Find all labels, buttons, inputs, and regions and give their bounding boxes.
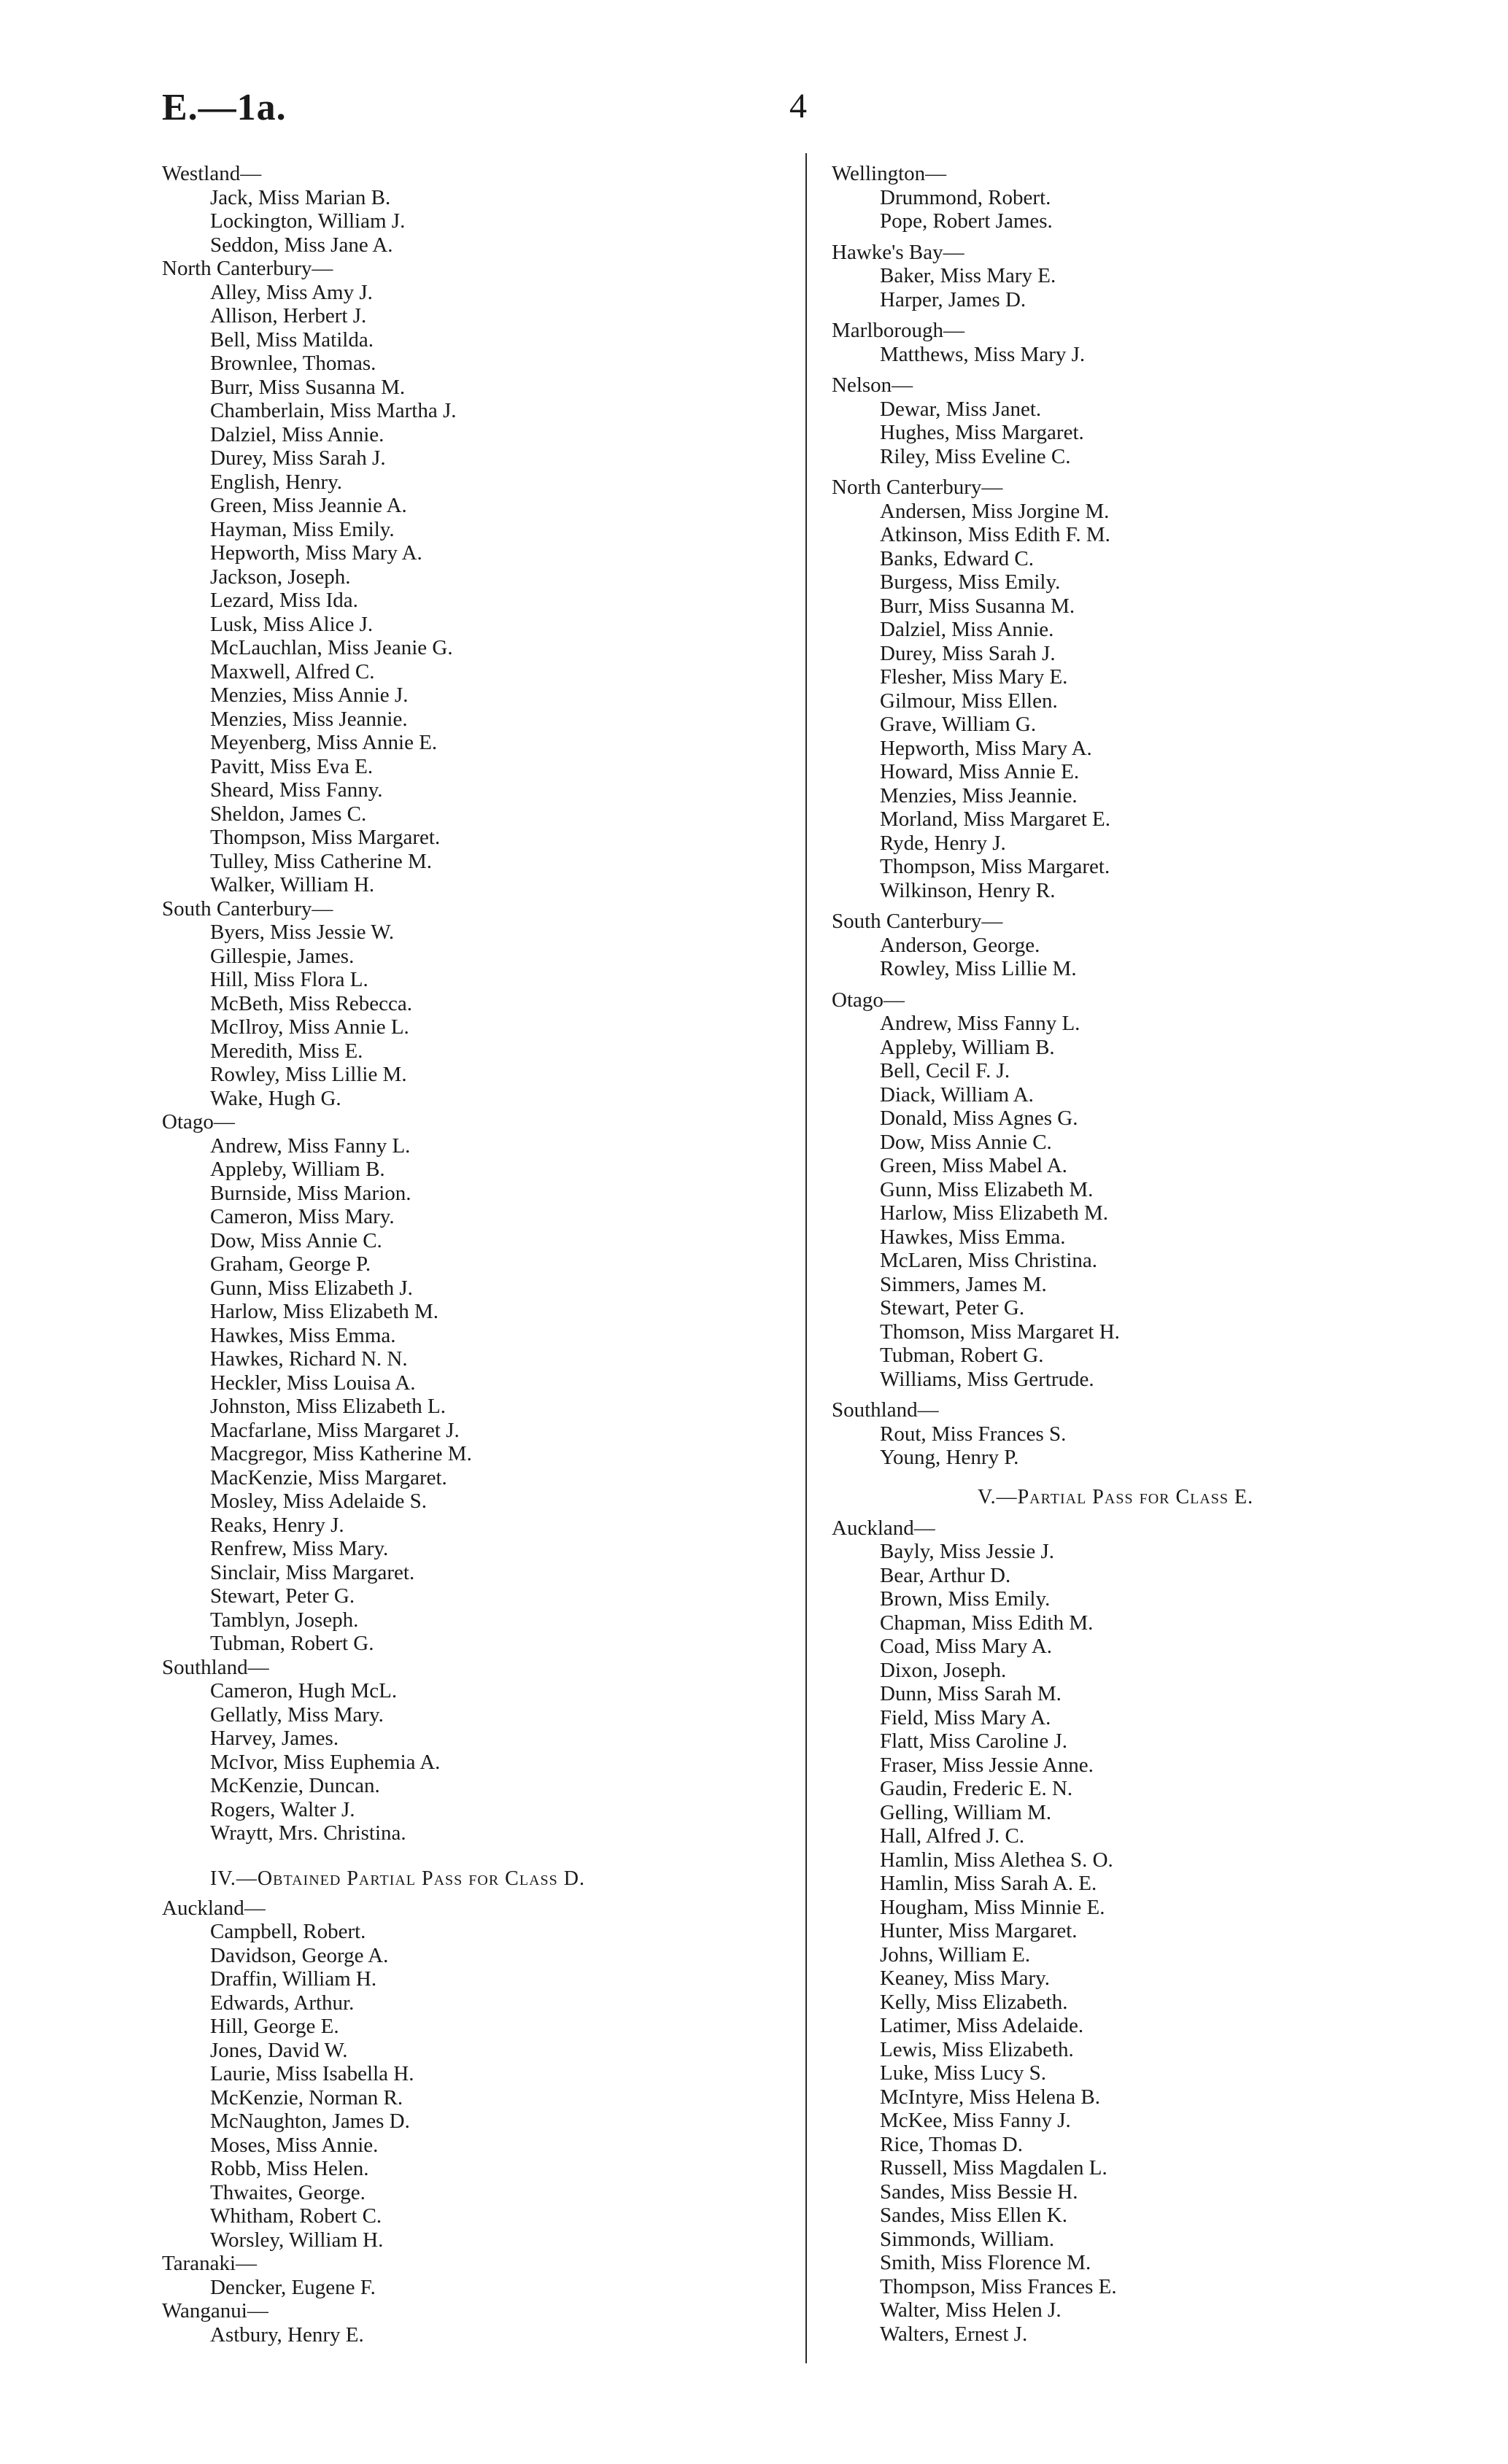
candidate-entry: MacKenzie, Miss Margaret. xyxy=(210,1465,447,1489)
candidate-entry: Green, Miss Jeannie A. xyxy=(210,494,407,517)
region-name: Taranaki— xyxy=(162,2252,258,2275)
candidate-entry: Hughes, Miss Margaret. xyxy=(880,421,1084,444)
region-name: Southland— xyxy=(162,1655,269,1679)
candidate-entry: Moses, Miss Annie. xyxy=(210,2133,379,2157)
candidate-entry: Walter, Miss Helen J. xyxy=(880,2298,1062,2322)
candidate-entry: Gillespie, James. xyxy=(210,944,355,968)
candidate-entry: Simmers, James M. xyxy=(880,1272,1047,1296)
candidate-entry: Dencker, Eugene F. xyxy=(210,2275,376,2299)
candidate-entry: Hayman, Miss Emily. xyxy=(210,517,395,541)
candidate-entry: Mosley, Miss Adelaide S. xyxy=(210,1489,427,1513)
candidate-entry: Dalziel, Miss Annie. xyxy=(880,618,1054,641)
region-name: Otago— xyxy=(832,988,905,1012)
candidate-entry: Robb, Miss Helen. xyxy=(210,2157,369,2180)
candidate-entry: Meyenberg, Miss Annie E. xyxy=(210,731,438,754)
region-name: Westland— xyxy=(162,162,262,185)
page-number: 4 xyxy=(789,87,807,125)
candidate-entry: Draffin, William H. xyxy=(210,1967,377,1991)
region-block xyxy=(832,241,1466,312)
candidate-entry: Seddon, Miss Jane A. xyxy=(210,233,393,257)
candidate-entry: Dunn, Miss Sarah M. xyxy=(880,1682,1062,1705)
candidate-entry: Sandes, Miss Bessie H. xyxy=(880,2180,1078,2204)
candidate-entry: Wilkinson, Henry R. xyxy=(880,878,1056,902)
region-name: Hawke's Bay— xyxy=(832,240,964,264)
candidate-entry: Banks, Edward C. xyxy=(880,546,1035,570)
candidate-entry: Sheard, Miss Fanny. xyxy=(210,778,383,802)
region-name: South Canterbury— xyxy=(162,896,333,921)
candidate-entry: McIlroy, Miss Annie L. xyxy=(210,1015,409,1039)
candidate-entry: Edwards, Arthur. xyxy=(210,1991,355,2015)
candidate-entry: Bear, Arthur D. xyxy=(880,1563,1011,1587)
candidate-entry: Dow, Miss Annie C. xyxy=(210,1228,382,1252)
candidate-entry: Thompson, Miss Margaret. xyxy=(210,826,441,849)
candidate-entry: Field, Miss Mary A. xyxy=(880,1705,1051,1729)
candidate-entry: Andersen, Miss Jorgine M. xyxy=(880,499,1110,523)
candidate-entry: Menzies, Miss Annie J. xyxy=(210,683,409,707)
candidate-entry: Harlow, Miss Elizabeth M. xyxy=(210,1300,439,1323)
candidate-entry: Williams, Miss Gertrude. xyxy=(880,1367,1094,1391)
right-column xyxy=(832,162,1466,2353)
candidate-entry: Rout, Miss Frances S. xyxy=(880,1422,1067,1446)
candidate-entry: Davidson, George A. xyxy=(210,1943,389,1967)
region-block xyxy=(832,988,1466,1392)
candidate-entry: Graham, George P. xyxy=(210,1252,371,1276)
candidate-entry: Walters, Ernest J. xyxy=(880,2322,1028,2346)
candidate-entry: Hall, Alfred J. C. xyxy=(880,1824,1025,1848)
candidate-entry: Bell, Miss Matilda. xyxy=(210,328,374,352)
region-name: Auckland— xyxy=(162,1896,266,1920)
candidate-entry: Heckler, Miss Louisa A. xyxy=(210,1371,416,1395)
region-name: Nelson— xyxy=(832,373,913,397)
candidate-entry: McKenzie, Duncan. xyxy=(210,1774,380,1797)
candidate-entry: Chamberlain, Miss Martha J. xyxy=(210,399,457,422)
candidate-entry: Gaudin, Frederic E. N. xyxy=(880,1777,1073,1800)
column-divider xyxy=(805,153,807,2363)
candidate-entry: Macfarlane, Miss Margaret J. xyxy=(210,1418,460,1442)
candidate-entry: Donald, Miss Agnes G. xyxy=(880,1107,1078,1130)
candidate-entry: Rice, Thomas D. xyxy=(880,2132,1023,2156)
region-block xyxy=(162,1110,789,1656)
candidate-entry: Hepworth, Miss Mary A. xyxy=(880,736,1092,760)
candidate-entry: Dewar, Miss Janet. xyxy=(880,397,1042,421)
candidate-entry: Byers, Miss Jessie W. xyxy=(210,921,395,944)
candidate-entry: Cameron, Miss Mary. xyxy=(210,1205,395,1228)
candidate-entry: Jackson, Joseph. xyxy=(210,565,351,589)
region-block xyxy=(162,162,789,257)
candidate-entry: Bell, Cecil F. J. xyxy=(880,1059,1010,1082)
candidate-entry: Hill, George E. xyxy=(210,2015,339,2038)
candidate-entry: Tubman, Robert G. xyxy=(880,1344,1044,1367)
candidate-entry: Anderson, George. xyxy=(880,933,1040,957)
candidate-entry: Riley, Miss Eveline C. xyxy=(880,444,1071,468)
candidate-entry: Renfrew, Miss Mary. xyxy=(210,1537,389,1560)
region-block xyxy=(162,2299,789,2347)
left-regions-b xyxy=(162,1897,789,2347)
candidate-entry: Hill, Miss Flora L. xyxy=(210,968,368,991)
region-name: Otago— xyxy=(162,1110,235,1134)
candidate-entry: Andrew, Miss Fanny L. xyxy=(880,1012,1080,1035)
candidate-entry: Pope, Robert James. xyxy=(880,209,1053,233)
candidate-entry: Pavitt, Miss Eva E. xyxy=(210,754,374,778)
candidate-entry: Durey, Miss Sarah J. xyxy=(210,446,386,470)
candidate-entry: Johnston, Miss Elizabeth L. xyxy=(210,1395,446,1418)
candidate-entry: Appleby, William B. xyxy=(210,1158,385,1181)
candidate-entry: Thompson, Miss Margaret. xyxy=(880,855,1110,878)
candidate-entry: McKee, Miss Fanny J. xyxy=(880,2109,1071,2132)
candidate-entry: Lockington, William J. xyxy=(210,209,406,233)
candidate-entry: Thompson, Miss Frances E. xyxy=(880,2274,1117,2298)
region-name: Wellington— xyxy=(832,162,947,185)
candidate-entry: Burr, Miss Susanna M. xyxy=(210,375,406,399)
candidate-entry: Harvey, James. xyxy=(210,1727,339,1750)
candidate-entry: Wake, Hugh G. xyxy=(210,1086,341,1110)
candidate-entry: Allison, Herbert J. xyxy=(210,304,367,328)
candidate-entry: Hougham, Miss Minnie E. xyxy=(880,1895,1105,1919)
candidate-entry: Rogers, Walter J. xyxy=(210,1797,355,1821)
candidate-entry: Alley, Miss Amy J. xyxy=(210,280,373,304)
region-name: South Canterbury— xyxy=(832,910,1003,933)
region-block xyxy=(832,162,1466,233)
candidate-entry: Hawkes, Miss Emma. xyxy=(210,1323,396,1347)
region-block xyxy=(832,1516,1466,2347)
page-reference: E.—1a. xyxy=(162,87,287,128)
section-heading-iv: IV.—Obtained Partial Pass for Class D. xyxy=(210,1867,585,1890)
candidate-entry: Tubman, Robert G. xyxy=(210,1632,374,1655)
candidate-entry: Diack, William A. xyxy=(880,1082,1034,1107)
candidate-entry: Sandes, Miss Ellen K. xyxy=(880,2204,1067,2227)
candidate-entry: Jones, David W. xyxy=(210,2038,348,2062)
candidate-entry: English, Henry. xyxy=(210,470,342,494)
candidate-entry: Gellatly, Miss Mary. xyxy=(210,1702,384,1727)
candidate-entry: Luke, Miss Lucy S. xyxy=(880,2061,1046,2085)
candidate-entry: McKenzie, Norman R. xyxy=(210,2085,403,2109)
candidate-entry: Fraser, Miss Jessie Anne. xyxy=(880,1753,1094,1777)
candidate-entry: Lusk, Miss Alice J. xyxy=(210,612,374,636)
candidate-entry: Worsley, William H. xyxy=(210,2228,384,2252)
candidate-entry: Hawkes, Miss Emma. xyxy=(880,1225,1066,1249)
region-name: Southland— xyxy=(832,1398,939,1422)
candidate-entry: Appleby, William B. xyxy=(880,1035,1055,1059)
candidate-entry: Lewis, Miss Elizabeth. xyxy=(880,2037,1074,2061)
candidate-entry: Atkinson, Miss Edith F. M. xyxy=(880,523,1110,546)
candidate-entry: Gunn, Miss Elizabeth J. xyxy=(210,1276,413,1300)
candidate-entry: Matthews, Miss Mary J. xyxy=(880,342,1086,366)
candidate-entry: Maxwell, Alfred C. xyxy=(210,659,375,683)
candidate-entry: Burgess, Miss Emily. xyxy=(880,570,1061,594)
candidate-entry: Wraytt, Mrs. Christina. xyxy=(210,1821,406,1845)
candidate-entry: Hepworth, Miss Mary A. xyxy=(210,541,422,565)
region-block xyxy=(162,897,789,1111)
candidate-entry: Brownlee, Thomas. xyxy=(210,352,376,375)
region-block xyxy=(832,319,1466,366)
candidate-entry: Thomson, Miss Margaret H. xyxy=(880,1320,1120,1344)
candidate-entry: Tulley, Miss Catherine M. xyxy=(210,849,432,873)
candidate-entry: Flatt, Miss Caroline J. xyxy=(880,1729,1067,1753)
right-regions-b xyxy=(832,1516,1466,2347)
candidate-entry: Menzies, Miss Jeannie. xyxy=(880,783,1078,807)
region-block xyxy=(832,373,1466,468)
candidate-entry: McLaren, Miss Christina. xyxy=(880,1249,1098,1272)
candidate-entry: Dow, Miss Annie C. xyxy=(880,1130,1052,1154)
region-block xyxy=(162,2252,789,2299)
candidate-entry: McIvor, Miss Euphemia A. xyxy=(210,1750,441,1774)
candidate-entry: Ryde, Henry J. xyxy=(880,831,1006,855)
candidate-entry: Macgregor, Miss Katherine M. xyxy=(210,1442,472,1465)
candidate-entry: Jack, Miss Marian B. xyxy=(210,185,391,209)
candidate-entry: Flesher, Miss Mary E. xyxy=(880,665,1068,689)
candidate-entry: Brown, Miss Emily. xyxy=(880,1587,1051,1611)
region-name: North Canterbury— xyxy=(832,476,1003,499)
candidate-entry: Gilmour, Miss Ellen. xyxy=(880,689,1058,713)
candidate-entry: Baker, Miss Mary E. xyxy=(880,264,1056,287)
candidate-entry: Harlow, Miss Elizabeth M. xyxy=(880,1201,1109,1225)
candidate-entry: Reaks, Henry J. xyxy=(210,1513,344,1537)
candidate-entry: Andrew, Miss Fanny L. xyxy=(210,1134,411,1158)
candidate-entry: Grave, William G. xyxy=(880,713,1037,736)
left-column xyxy=(162,162,789,2347)
candidate-entry: Gelling, William M. xyxy=(880,1800,1052,1824)
candidate-entry: Morland, Miss Margaret E. xyxy=(880,807,1110,831)
region-name: Marlborough— xyxy=(832,319,965,342)
candidate-entry: Simmonds, William. xyxy=(880,2227,1055,2251)
candidate-entry: Sinclair, Miss Margaret. xyxy=(210,1560,415,1584)
candidate-entry: Stewart, Peter G. xyxy=(880,1296,1025,1320)
region-block xyxy=(162,1656,789,1845)
candidate-entry: Burr, Miss Susanna M. xyxy=(880,594,1075,618)
candidate-entry: Bayly, Miss Jessie J. xyxy=(880,1540,1054,1563)
candidate-entry: McLauchlan, Miss Jeanie G. xyxy=(210,636,453,659)
candidate-entry: Sheldon, James C. xyxy=(210,802,367,826)
candidate-entry: Green, Miss Mabel A. xyxy=(880,1154,1067,1177)
candidate-entry: Rowley, Miss Lillie M. xyxy=(210,1063,407,1086)
candidate-entry: Smith, Miss Florence M. xyxy=(880,2251,1091,2274)
candidate-entry: Young, Henry P. xyxy=(880,1446,1019,1469)
candidate-entry: Laurie, Miss Isabella H. xyxy=(210,2062,414,2085)
candidate-entry: Whitham, Robert C. xyxy=(210,2204,382,2228)
region-name: Auckland— xyxy=(832,1516,935,1540)
section-heading-v: V.—Partial Pass for Class E. xyxy=(978,1485,1254,1508)
region-block xyxy=(162,257,789,897)
candidate-entry: Keaney, Miss Mary. xyxy=(880,1967,1051,1990)
candidate-entry: Hamlin, Miss Alethea S. O. xyxy=(880,1848,1113,1872)
candidate-entry: Walker, William H. xyxy=(210,873,375,896)
candidate-entry: Gunn, Miss Elizabeth M. xyxy=(880,1177,1094,1201)
candidate-entry: Thwaites, George. xyxy=(210,2180,366,2204)
region-block xyxy=(832,1398,1466,1470)
region-block xyxy=(832,476,1466,902)
region-name: Wanganui— xyxy=(162,2299,268,2322)
candidate-entry: Coad, Miss Mary A. xyxy=(880,1635,1053,1658)
candidate-entry: Russell, Miss Magdalen L. xyxy=(880,2156,1107,2180)
candidate-entry: Burnside, Miss Marion. xyxy=(210,1181,411,1205)
region-block xyxy=(832,910,1466,981)
candidate-entry: Cameron, Hugh McL. xyxy=(210,1679,398,1702)
candidate-entry: Drummond, Robert. xyxy=(880,185,1051,209)
candidate-entry: McIntyre, Miss Helena B. xyxy=(880,2085,1101,2109)
candidate-entry: Johns, William E. xyxy=(880,1942,1031,1967)
candidate-entry: Chapman, Miss Edith M. xyxy=(880,1611,1094,1635)
candidate-entry: Tamblyn, Joseph. xyxy=(210,1608,359,1632)
candidate-entry: Dixon, Joseph. xyxy=(880,1658,1007,1682)
candidate-entry: Kelly, Miss Elizabeth. xyxy=(880,1990,1068,2014)
candidate-entry: Hawkes, Richard N. N. xyxy=(210,1347,408,1371)
candidate-entry: McBeth, Miss Rebecca. xyxy=(210,991,413,1015)
region-name: North Canterbury— xyxy=(162,257,333,280)
region-block xyxy=(162,1897,789,2252)
right-regions-a xyxy=(832,162,1466,1470)
candidate-entry: Howard, Miss Annie E. xyxy=(880,760,1080,783)
candidate-entry: Dalziel, Miss Annie. xyxy=(210,422,384,446)
candidate-entry: Menzies, Miss Jeannie. xyxy=(210,707,408,731)
candidate-entry: Astbury, Henry E. xyxy=(210,2322,364,2347)
candidate-entry: Lezard, Miss Ida. xyxy=(210,589,358,612)
candidate-entry: Hunter, Miss Margaret. xyxy=(880,1919,1078,1942)
candidate-entry: Rowley, Miss Lillie M. xyxy=(880,957,1077,980)
candidate-entry: Durey, Miss Sarah J. xyxy=(880,641,1056,665)
candidate-entry: Campbell, Robert. xyxy=(210,1920,366,1943)
candidate-entry: Hamlin, Miss Sarah A. E. xyxy=(880,1872,1097,1895)
candidate-entry: Latimer, Miss Adelaide. xyxy=(880,2014,1084,2037)
candidate-entry: Stewart, Peter G. xyxy=(210,1584,355,1608)
candidate-entry: Meredith, Miss E. xyxy=(210,1039,363,1063)
candidate-entry: Harper, James D. xyxy=(880,287,1026,311)
left-regions-a xyxy=(162,162,789,1845)
candidate-entry: McNaughton, James D. xyxy=(210,2109,410,2133)
